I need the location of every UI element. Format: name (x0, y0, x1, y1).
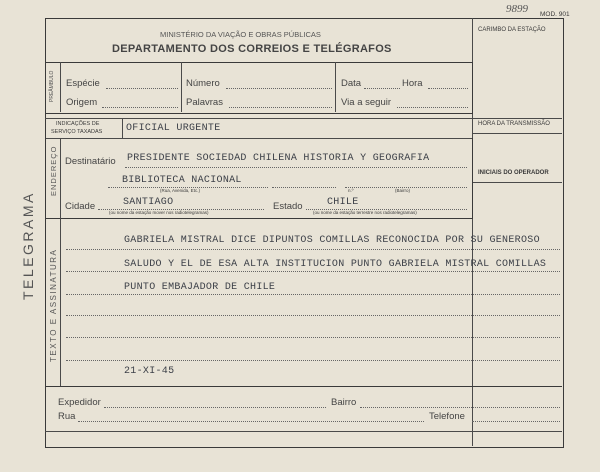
ref-number: 9899 (506, 3, 528, 15)
bairro-label: Bairro (331, 397, 357, 408)
department-title: DEPARTAMENTO DOS CORREIOS E TELÉGRAFOS (112, 43, 392, 55)
indications-label-1: INDICAÇÕES DE (56, 121, 100, 127)
data-label: Data (341, 78, 362, 89)
message-line-2: SALUDO Y EL DE ESA ALTA INSTITUCION PUNTO GABRIELA MISTRAL COMILLAS (124, 259, 547, 270)
address-box (45, 138, 473, 219)
rua-label: Rua (58, 411, 76, 422)
destinatario-label: Destinatário (65, 156, 116, 167)
text-section-label: TEXTO E ASSINATURA (49, 248, 58, 362)
via-label: Via a seguir (341, 97, 391, 108)
indications-label-2: SERVIÇO TAXADAS (51, 129, 103, 135)
estado-hint: (ou nome da estação terrestre nos radiotelegramas) (313, 210, 417, 215)
message-line-3: PUNTO EMBAJADOR DE CHILE (124, 282, 276, 293)
cidade-label: Cidade (65, 201, 96, 212)
estado-label: Estado (273, 201, 303, 212)
ministry-title: MINISTÉRIO DA VIAÇÃO E OBRAS PÚBLICAS (160, 30, 321, 39)
numero-label: Número (186, 78, 220, 89)
transmission-time-label: HORA DA TRANSMISSÃO (478, 121, 550, 127)
operator-initials-label: INICIAIS DO OPERADOR (478, 170, 549, 176)
telefone-label: Telefone (429, 411, 465, 422)
side-title: TELEGRAMA (20, 191, 36, 300)
hora-label: Hora (402, 78, 423, 89)
street-hint: (Rua, Avenida, Etc.) (160, 188, 200, 193)
address-section-label: ENDEREÇO (49, 145, 58, 196)
cidade-hint: (ou nome da estação mover nos radiotelegramas) (109, 210, 209, 215)
number-hint: n.º (348, 188, 354, 193)
expedidor-label: Expedidor (58, 397, 101, 408)
model-number: MOD. 901 (540, 11, 570, 18)
indications-value: OFICIAL URGENTE (126, 123, 221, 134)
bairro-hint: (Bairro) (395, 188, 411, 193)
estado-value: CHILE (327, 197, 359, 208)
message-date: 21-XI-45 (124, 366, 175, 377)
cidade-value: SANTIAGO (123, 197, 174, 208)
destinatario-value: PRESIDENTE SOCIEDAD CHILENA HISTORIA Y GEOGRAFIA (127, 153, 430, 164)
especie-label: Espécie (66, 78, 100, 89)
origem-label: Origem (66, 97, 98, 108)
preamble-section-label: PREÂMBULO (49, 70, 55, 102)
stamp-label: CARIMBO DA ESTAÇÃO (478, 27, 546, 33)
street-value: BIBLIOTECA NACIONAL (122, 175, 242, 186)
palavras-label: Palavras (186, 97, 223, 108)
message-line-1: GABRIELA MISTRAL DICE DIPUNTOS COMILLAS RECONOCIDA POR SU GENEROSO (124, 235, 540, 246)
